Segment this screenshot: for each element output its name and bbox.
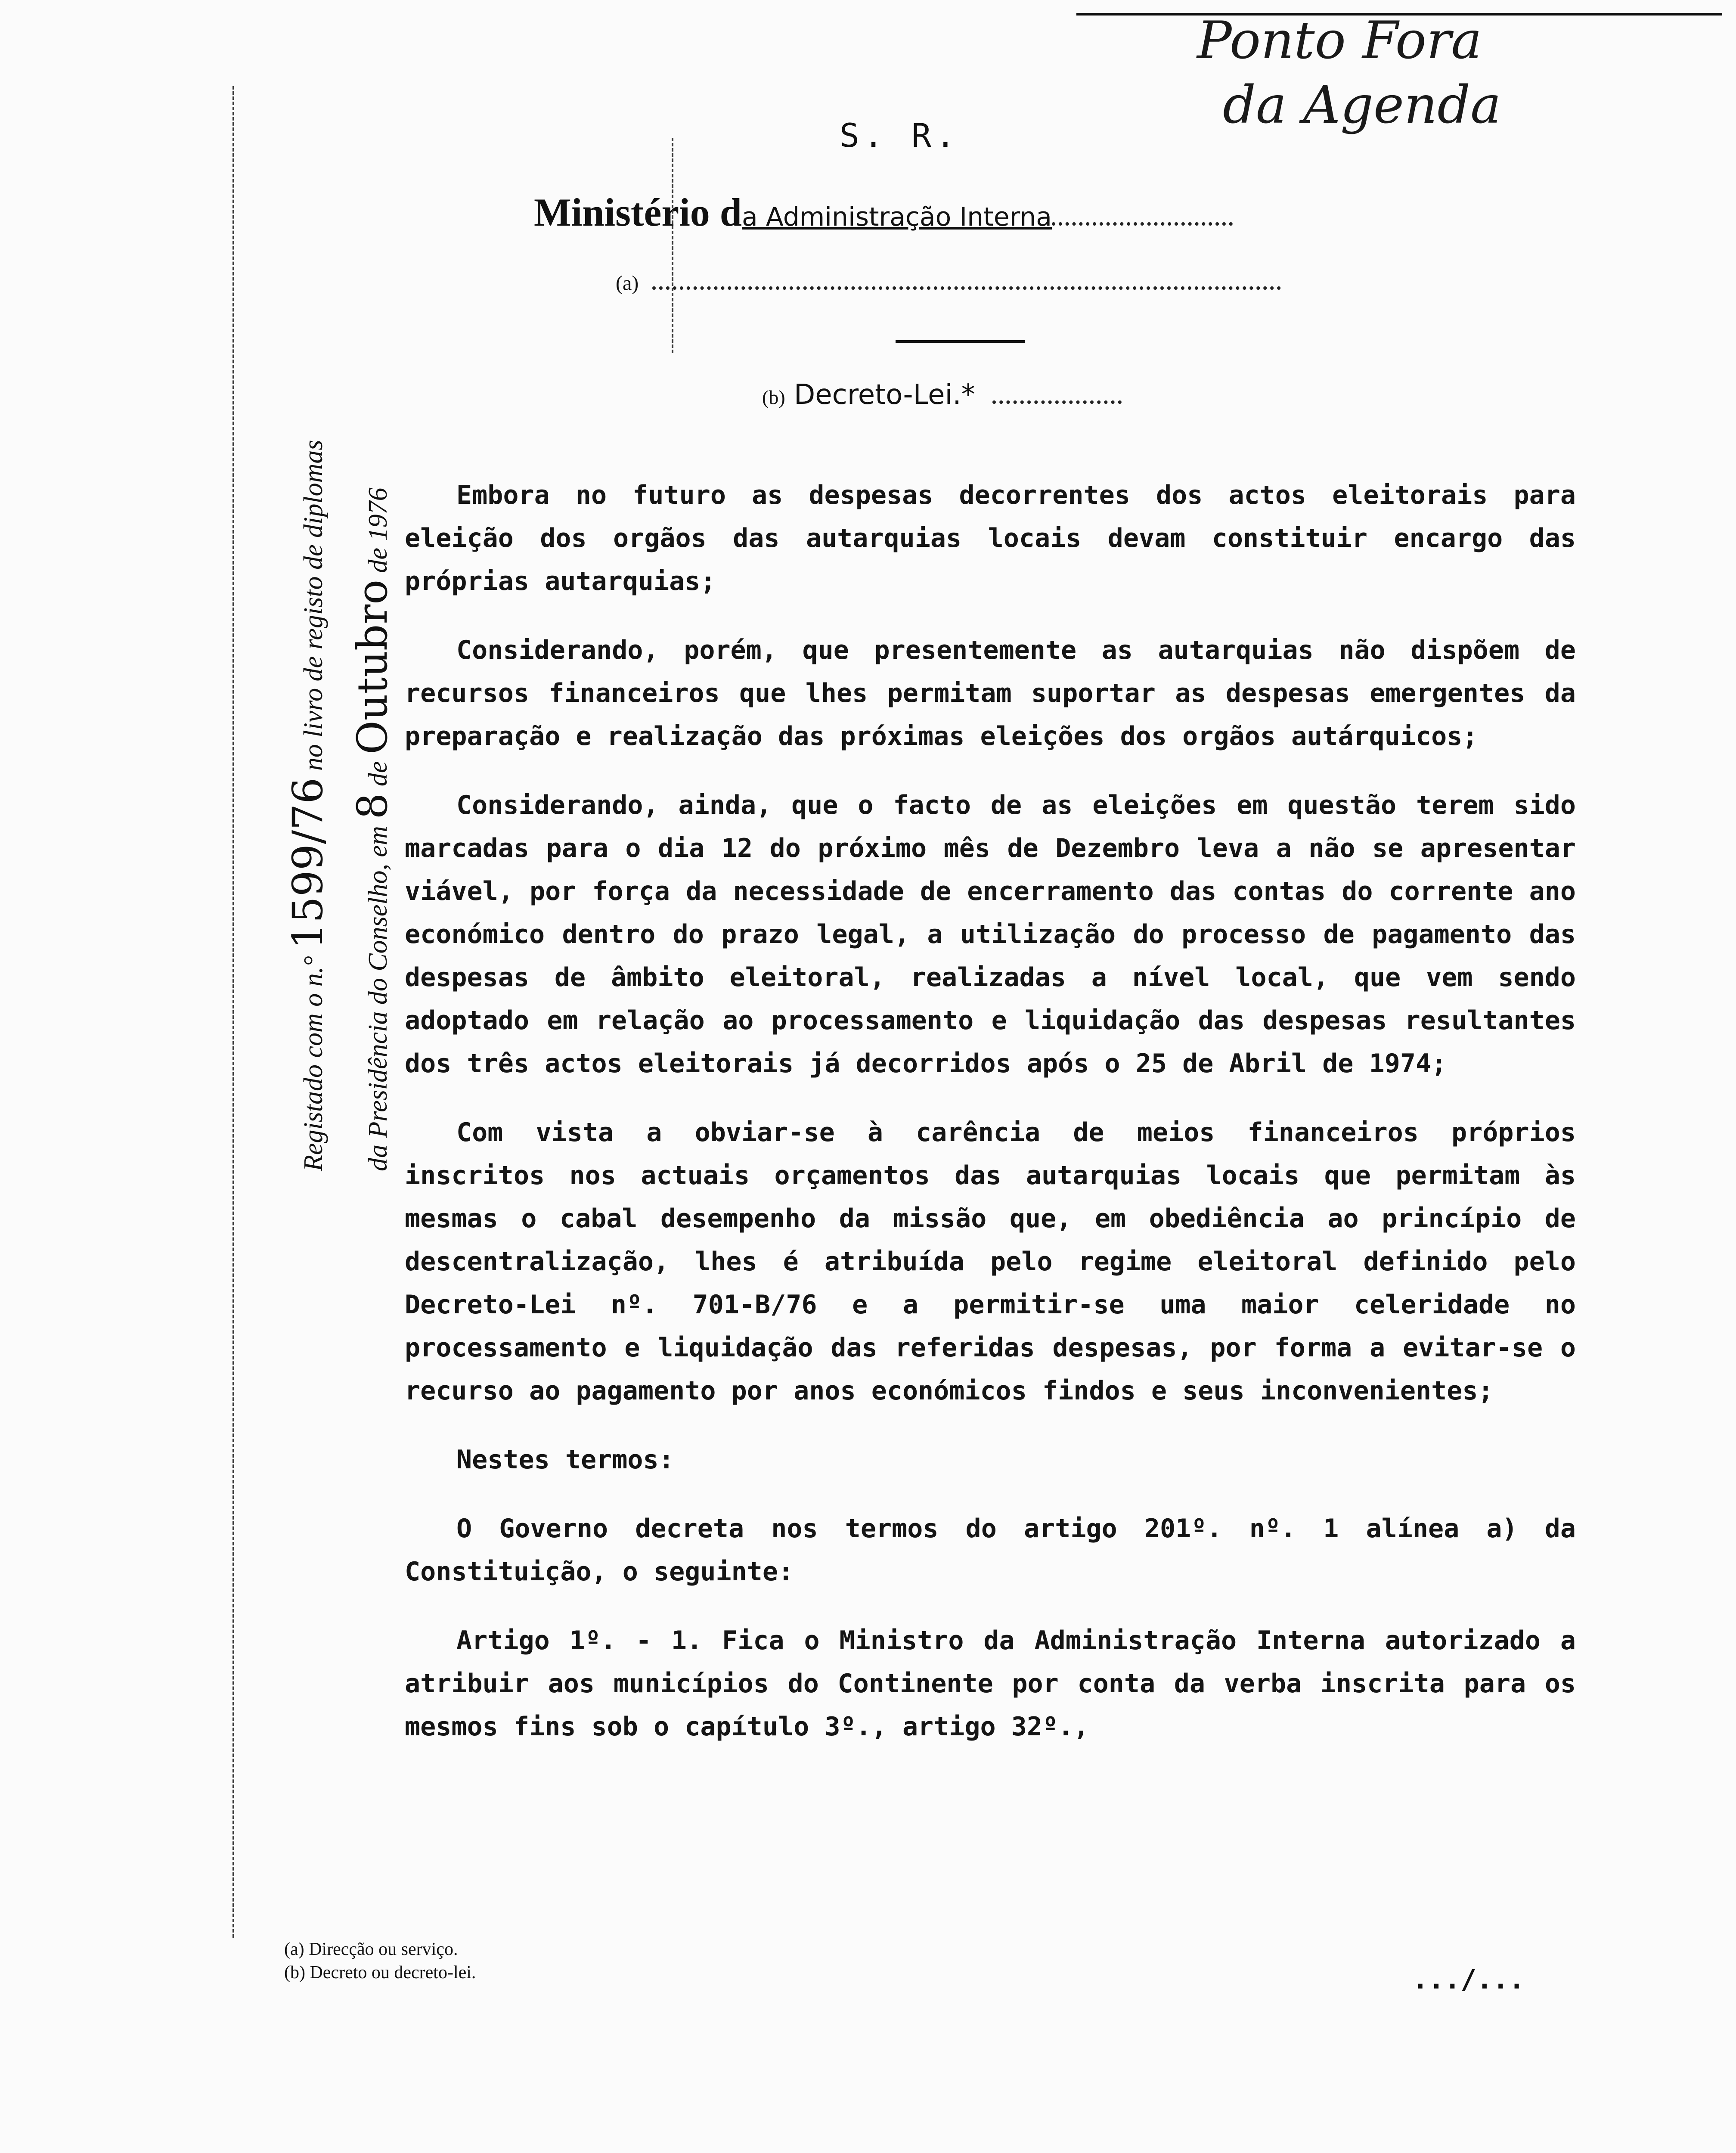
footnotes <box>284 1938 476 1984</box>
decree-dotted-line <box>992 400 1122 404</box>
decree-type <box>762 379 1122 411</box>
ministry-heading <box>534 189 1233 235</box>
stamp-text-2-mid: de <box>363 761 393 787</box>
paragraph-3: Considerando, ainda, que o facto de as eleições em questão terem sido marcadas para o dia 12 do próximo mês de Dezembro leva a não se apresentar viável, por força da necessidade de encerramento das contas do corrente ano económico dentro do prazo legal, a utilização do processo de pagamento das despesas de âmbito eleitoral, realizadas a nível local, que vem sendo adoptado em relação ao processamento e liquidação das despesas resultantes dos três actos eleitorais já decorridos após o 25 de Abril de 1974; <box>405 790 1576 1079</box>
margin-dashed-line <box>232 86 234 1938</box>
decree-label: Decreto-Lei.* <box>794 379 975 411</box>
footnote-a: (a) Direcção ou serviço. <box>284 1939 458 1959</box>
continuation-mark: .../... <box>1412 1964 1525 1995</box>
footnote-b: (b) Decreto ou decreto-lei. <box>284 1963 476 1982</box>
stamp-text-1-end: no livro de registo de diplomas <box>299 440 328 771</box>
handwritten-note <box>1197 9 1584 138</box>
scan-artifact-line <box>672 138 673 353</box>
stamp-day: 8 <box>348 793 397 819</box>
stamp-row-1 <box>284 440 349 1172</box>
direction-marker: (a) <box>616 272 639 295</box>
ministry-name: a Administração Interna <box>741 202 1052 232</box>
sr-heading: S. R. <box>840 116 960 155</box>
paragraph-7: Artigo 1º. - 1. Fica o Ministro da Administração Interna autorizado a atribuir aos municípios do Continente por conta da verba inscrita para os mesmos fins sob o capítulo 3º., artigo 32º., <box>405 1626 1576 1742</box>
registration-stamp <box>284 440 413 1172</box>
paragraph-5: Nestes termos: <box>456 1445 674 1475</box>
stamp-number: 1599/76 <box>284 777 332 949</box>
header-divider <box>896 340 1025 343</box>
dotted-fill-line <box>1052 222 1233 226</box>
stamp-text-2-end: de 1976 <box>363 487 393 573</box>
direction-dotted-line <box>652 286 1281 290</box>
decree-marker: (b) <box>762 386 785 408</box>
paragraph-6: O Governo decreta nos termos do artigo 201º. nº. 1 alínea a) da Constituição, o seguinte: <box>405 1514 1576 1587</box>
stamp-month: Outubro <box>348 579 397 755</box>
paragraph-2: Considerando, porém, que presentemente as autarquias não dispõem de recursos financeiros que lhes permitam suportar as despesas emergentes da preparação e realização das próximas eleições dos orgãos autárquicos; <box>405 635 1576 751</box>
stamp-text-2: da Presidência do Conselho, em <box>363 826 393 1171</box>
ministry-prefix: Ministério d <box>534 190 742 234</box>
handwritten-note-line1: Ponto Fora <box>1197 11 1482 71</box>
direction-field <box>616 271 1281 295</box>
paragraph-1: Embora no futuro as despesas decorrentes dos actos eleitorais para eleição dos orgãos das autarquias locais devam constituir encargo das próprias autarquias; <box>405 480 1576 596</box>
handwritten-note-line2: da Agenda <box>1223 75 1501 135</box>
paragraph-4: Com vista a obviar-se à carência de meios financeiros próprios inscritos nos actuais orçamentos das autarquias locais que permitam às mesmas o cabal desempenho da missão que, em obediência ao princípio de descentralização, lhes é atribuída pelo regime eleitoral definido pelo Decreto-Lei nº. 701-B/76 e a permitir-se uma maior celeridade no processamento e liquidação das referidas despesas, por forma a evitar-se o recurso ao pagamento por anos económicos findos e seus inconvenientes; <box>405 1117 1576 1406</box>
stamp-row-2 <box>349 440 413 1172</box>
decree-body <box>405 474 1576 1774</box>
stamp-text-1: Registado com o n.° <box>299 956 328 1171</box>
